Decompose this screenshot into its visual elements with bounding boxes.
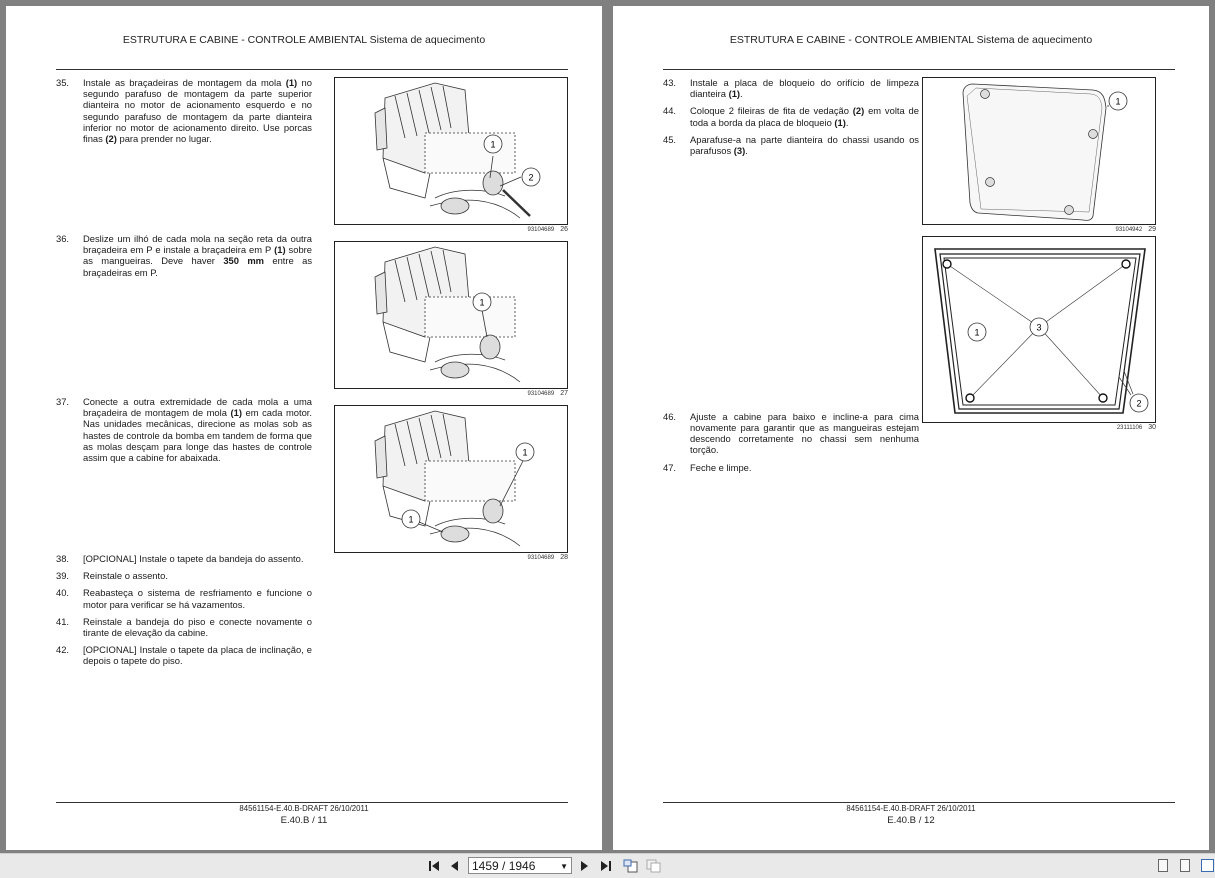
figure-caption — [922, 226, 1156, 233]
step-number: 40. — [56, 587, 70, 599]
footer-document-id: 84561154-E.40.B-DRAFT 26/10/2011 — [239, 804, 369, 813]
header-rule — [56, 69, 568, 70]
footer-page-number: E.40.B / 12 — [887, 815, 935, 826]
figure-number: 28 — [560, 554, 568, 561]
previous-page-icon[interactable] — [447, 858, 461, 874]
step-text: Instale a placa de bloqueio do orifício de limpeza dianteira (1). — [690, 77, 919, 100]
figure-code: 23111106 — [1116, 425, 1143, 431]
step-41 — [56, 616, 312, 638]
footer-rule — [56, 802, 568, 803]
figure-code: 93104942 — [1115, 227, 1143, 233]
next-page-icon[interactable] — [578, 858, 592, 874]
figure-caption — [922, 424, 1156, 431]
steps-column — [663, 77, 919, 479]
step-text: Ajuste a cabine para baixo e incline-a para cima novamente para garantir que as mangueiras estejam descendo corretamente no chassi sem nenhuma torção. — [690, 410, 919, 456]
figure-26-engine-illustration — [334, 77, 568, 225]
step-number: 39. — [56, 570, 70, 582]
page-number-input[interactable] — [468, 857, 572, 874]
step-text: Deslize um ilhó de cada mola na seção reta da outra braçadeira em P e instale a braçadeira em P (1) sobre as mangueiras. Deve haver 350 mm entre as braçadeiras em P. — [83, 233, 313, 278]
step-45 — [663, 134, 919, 405]
document-page-right — [613, 6, 1209, 850]
step-35 — [56, 77, 312, 227]
callout-label: 1 — [522, 447, 528, 458]
step-text: Instale as braçadeiras de montagem da mola (1) no segundo parafuso de montagem da parte superior dianteira no motor de acionamento esquerdo e no segundo parafuso de montagem da parte dianteira inferior no motor de acionamento direito. Use porcas finas (2) para prender no lugar. — [83, 77, 312, 145]
page-header: ESTRUTURA E CABINE - CONTROLE AMBIENTAL Sistema de aquecimento — [729, 34, 1093, 46]
page-indicator: 1459 / 1946 — [472, 859, 536, 873]
step-text: Reabasteça o sistema de resfriamento e funcione o motor para verificar se há vazamentos. — [83, 587, 312, 610]
step-47 — [663, 462, 919, 473]
step-text: Aparafuse-a na parte dianteira do chassi usando os parafusos (3). — [690, 133, 919, 157]
figure-code: 93104689 — [527, 555, 555, 561]
step-36 — [56, 233, 312, 390]
footer-document-id: 84561154-E.40.B-DRAFT 26/10/2011 — [846, 804, 976, 813]
figure-29-blocking-plate — [922, 77, 1156, 225]
figure-30-plate-diagram — [922, 236, 1156, 423]
step-42 — [56, 644, 312, 666]
callout-label: 1 — [490, 139, 496, 150]
step-text: [OPCIONAL] Instale o tapete da bandeja do assento. — [83, 553, 304, 564]
page-thumbnail-icon[interactable] — [622, 858, 640, 874]
callout-label: 2 — [528, 172, 534, 183]
step-number: 41. — [56, 615, 70, 627]
step-text: [OPCIONAL] Instale o tapete da placa de inclinação, e depois o tapete do piso. — [83, 644, 312, 667]
figure-caption — [334, 390, 568, 397]
step-46 — [663, 411, 919, 456]
step-38 — [56, 553, 312, 564]
callout-label: 1 — [1115, 96, 1121, 107]
step-number: 35. — [56, 77, 70, 88]
step-40 — [56, 587, 312, 609]
figure-number: 30 — [1148, 424, 1156, 431]
figure-caption — [334, 554, 568, 561]
figure-number: 26 — [560, 226, 568, 233]
figure-code: 93104689 — [527, 227, 555, 233]
callout-label: 1 — [974, 327, 980, 338]
two-page-view-icon[interactable] — [1201, 859, 1214, 872]
figure-28-engine-illustration — [334, 405, 568, 553]
chevron-down-icon[interactable]: ▼ — [560, 862, 568, 871]
single-page-view-icon[interactable] — [1158, 859, 1168, 872]
step-text: Conecte a outra extremidade de cada mola a uma braçadeira de montagem de mola (1) em cada motor. Nas unidades mecânicas, direcione as molas sob as hastes de controle da bomba em tandem de forma que as molas desçam para longe das hastes de controle assim que a cabine for abaixada. — [83, 396, 313, 464]
step-text: Coloque 2 fileiras de fita de vedação (2) em volta de toda a borda da placa de bloqueio (1). — [690, 105, 919, 128]
figure-27-engine-illustration — [334, 241, 568, 389]
step-number: 43. — [663, 77, 677, 88]
step-37 — [56, 396, 312, 547]
step-number: 36. — [56, 233, 70, 244]
step-text: Reinstale o assento. — [83, 570, 168, 582]
step-39 — [56, 570, 312, 581]
step-number: 44. — [663, 105, 677, 117]
viewer-toolbar — [0, 853, 1215, 878]
step-number: 46. — [663, 410, 677, 422]
steps-column — [56, 77, 312, 673]
step-number: 45. — [663, 133, 677, 145]
figure-number: 27 — [560, 390, 568, 397]
callout-label: 1 — [408, 514, 414, 525]
figure-code: 93104689 — [527, 391, 555, 397]
header-rule — [663, 69, 1175, 70]
footer-rule — [663, 802, 1175, 803]
figure-number: 29 — [1148, 226, 1156, 233]
step-number: 47. — [663, 461, 677, 473]
first-page-icon[interactable] — [426, 858, 442, 874]
last-page-icon[interactable] — [598, 858, 614, 874]
step-number: 42. — [56, 644, 70, 656]
step-text: Reinstale a bandeja do piso e conecte novamente o tirante de elevação da cabine. — [83, 615, 312, 639]
continuous-view-icon[interactable] — [1180, 859, 1190, 872]
figure-caption — [334, 226, 568, 233]
step-number: 38. — [56, 553, 70, 564]
footer-page-number: E.40.B / 11 — [280, 815, 328, 826]
callout-label: 1 — [479, 297, 485, 308]
document-page-left — [6, 6, 602, 850]
page-header: ESTRUTURA E CABINE - CONTROLE AMBIENTAL Sistema de aquecimento — [122, 34, 486, 46]
step-44 — [663, 105, 919, 127]
copy-page-icon[interactable] — [645, 858, 663, 874]
step-43 — [663, 77, 919, 99]
step-number: 37. — [56, 396, 70, 407]
step-text: Feche e limpe. — [690, 461, 752, 473]
callout-label: 2 — [1136, 398, 1142, 409]
callout-label: 3 — [1036, 322, 1042, 333]
